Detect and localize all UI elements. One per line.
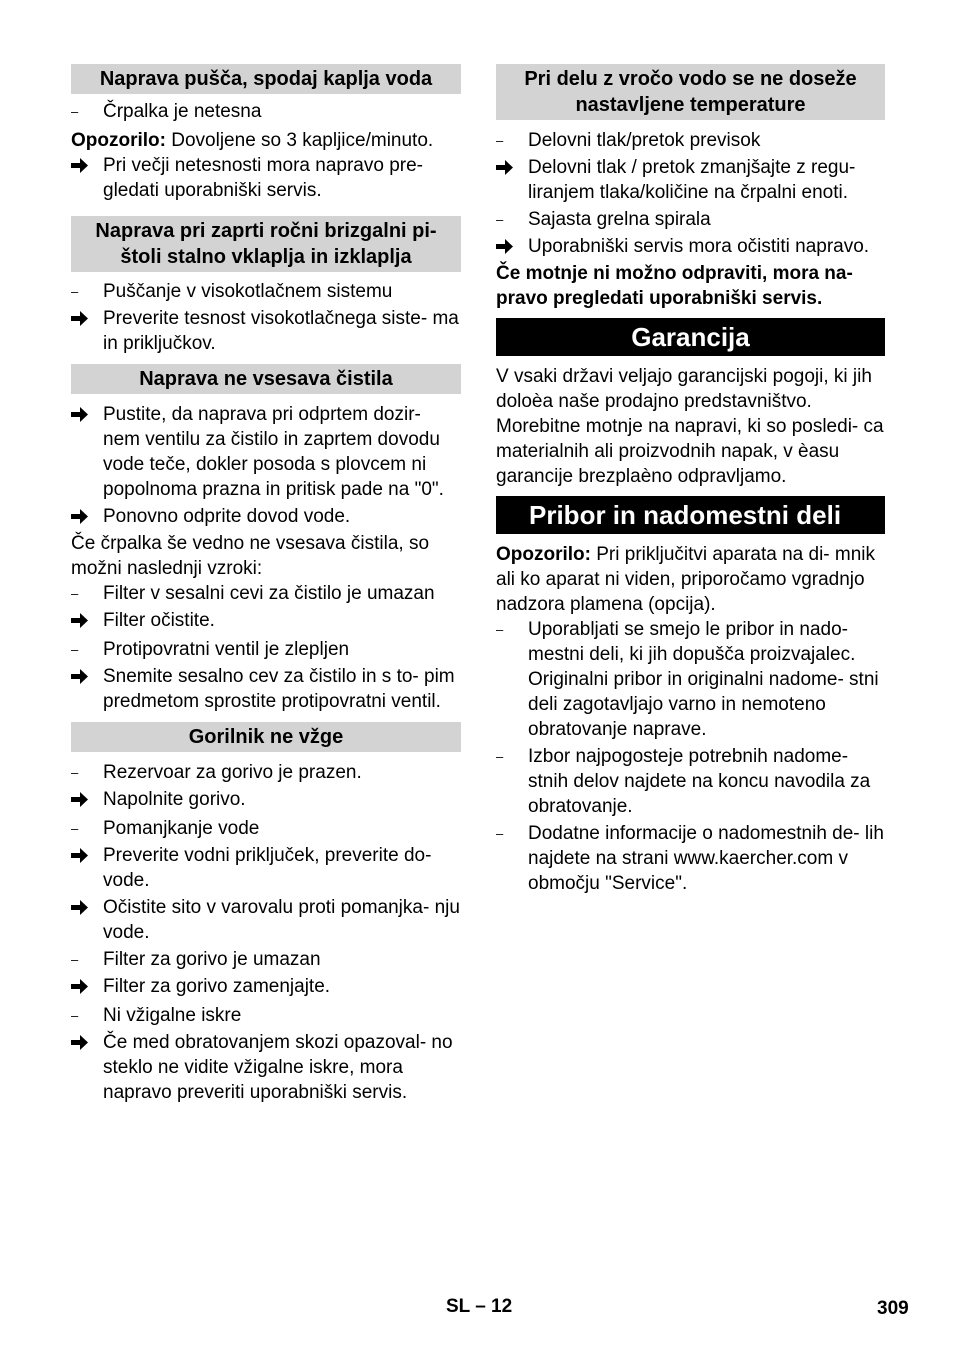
dash-icon: – bbox=[496, 622, 504, 637]
cause-item: – Protipovratni ventil je zlepljen bbox=[71, 639, 350, 660]
cause-item: – Filter za gorivo je umazan bbox=[71, 949, 321, 970]
section-heading-burner: Gorilnik ne vžge bbox=[71, 722, 461, 752]
list-item: – Dodatne informacije o nadomestnih de- lih najdete na strani www.kaercher.com v območju "Service". bbox=[496, 823, 884, 894]
left-column bbox=[71, 64, 461, 1105]
arrow-right-icon bbox=[71, 1030, 103, 1105]
remedy-item: Filter za gorivo zamenjajte. bbox=[71, 974, 461, 1001]
remedy-item: Pustite, da naprava pri odprtem dozir- nem ventilu za čistilo in zaprtem dovodu vode teče, dokler posoda s plovcem ni popolnoma prazna in pritisk pade na "0". bbox=[71, 402, 461, 502]
cause-item: – Ni vžigalne iskre bbox=[71, 1005, 242, 1026]
arrow-right-icon bbox=[71, 504, 103, 531]
arrow-right-icon bbox=[71, 974, 103, 1001]
dash-icon: – bbox=[71, 952, 79, 967]
arrow-right-icon bbox=[71, 306, 103, 356]
note-label: Opozorilo: bbox=[496, 544, 591, 565]
section-heading-detergent: Naprava ne vsesava čistila bbox=[71, 364, 461, 394]
footer-section-label: SL – 12 bbox=[446, 1296, 513, 1317]
note-text: Pri priključitvi aparata na di- mnik ali ko aparat ni viden, priporočamo vgradnjo nadzora plamena (opcija). bbox=[496, 544, 876, 615]
remedy-item: Ponovno odprite dovod vode. bbox=[71, 504, 461, 531]
warranty-paragraph: V vsaki državi veljajo garancijski pogoji, ki jih doloèa naše prodajno predstavništvo. Morebitne motnje na napravi, ki so posledi- ca materialnih ali proizvodnih napak, v èasu garancije brezplaèno odpravljamo. bbox=[496, 366, 884, 487]
cause-item: – Rezervoar za gorivo je prazen. bbox=[71, 762, 362, 783]
note-label: Opozorilo: bbox=[71, 130, 166, 151]
dash-icon: – bbox=[71, 586, 79, 601]
dash-icon: – bbox=[496, 826, 504, 841]
dash-icon: – bbox=[71, 765, 79, 780]
remedy-item: Uporabniški servis mora očistiti napravo. bbox=[496, 234, 885, 261]
dash-icon: – bbox=[71, 821, 79, 836]
right-column bbox=[496, 64, 885, 896]
dash-icon: – bbox=[496, 749, 504, 764]
arrow-right-icon bbox=[496, 155, 528, 205]
remedy-item: Preverite vodni priključek, preverite do- vode. bbox=[71, 843, 461, 893]
section-heading-leak: Naprava pušča, spodaj kaplja voda bbox=[71, 64, 461, 94]
page-number: 309 bbox=[877, 1298, 909, 1319]
cause-item: – Filter v sesalni cevi za čistilo je umazan bbox=[71, 583, 435, 604]
arrow-right-icon bbox=[71, 664, 103, 714]
list-item: – Uporabljati se smejo le pribor in nado- mestni deli, ki jih dopušča proizvajalec. Originalni pribor in originalni nadome- stni deli zagotavljajo varno in nemoteno obratovanje naprave. bbox=[496, 619, 879, 740]
remedy-item: Pri večji netesnosti mora napravo pre- gledati uporabniški servis. bbox=[71, 153, 461, 203]
cause-item: – Sajasta grelna spirala bbox=[496, 209, 711, 230]
section-heading-temperature: Pri delu z vročo vodo se ne doseže nastavljene temperature bbox=[496, 64, 885, 120]
remedy-item: Snemite sesalno cev za čistilo in s to- pim predmetom sprostite protipovratni ventil. bbox=[71, 664, 461, 714]
arrow-right-icon bbox=[71, 895, 103, 945]
arrow-right-icon bbox=[71, 608, 103, 635]
note-paragraph bbox=[496, 542, 885, 617]
chapter-heading-warranty: Garancija bbox=[496, 318, 885, 356]
chapter-heading-accessories: Pribor in nadomestni deli bbox=[496, 496, 885, 534]
note-text: Dovoljene so 3 kapljice/minuto. bbox=[165, 130, 434, 151]
remedy-item: Če med obratovanjem skozi opazoval- no steklo ne vidite vžigalne iskre, mora napravo preveriti uporabniški servis. bbox=[71, 1030, 461, 1105]
dash-icon: – bbox=[496, 212, 504, 227]
dash-icon: – bbox=[71, 284, 79, 299]
section-heading-cycling: Naprava pri zaprti ročni brizgalni pi- štoli stalno vklaplja in izklaplja bbox=[71, 216, 461, 272]
dash-icon: – bbox=[71, 642, 79, 657]
remedy-item: Delovni tlak / pretok zmanjšajte z regu- liranjem tlaka/količine na črpalni enoti. bbox=[496, 155, 885, 205]
arrow-right-icon bbox=[71, 153, 103, 203]
remedy-item: Preverite tesnost visokotlačnega siste- ma in priključkov. bbox=[71, 306, 461, 356]
remedy-item: Napolnite gorivo. bbox=[71, 787, 461, 814]
cause-item: – Puščanje v visokotlačnem sistemu bbox=[71, 281, 393, 302]
arrow-right-icon bbox=[71, 843, 103, 893]
dash-icon: – bbox=[496, 133, 504, 148]
cause-item: – Črpalka je netesna bbox=[71, 101, 262, 122]
remedy-item: Filter očistite. bbox=[71, 608, 461, 635]
remedy-item: Očistite sito v varovalu proti pomanjka- nju vode. bbox=[71, 895, 461, 945]
arrow-right-icon bbox=[71, 787, 103, 814]
arrow-right-icon bbox=[71, 402, 103, 502]
paragraph: Če črpalka še vedno ne vsesava čistila, so možni naslednji vzroki: bbox=[71, 533, 430, 579]
cause-item: – Pomanjkanje vode bbox=[71, 818, 260, 839]
dash-icon: – bbox=[71, 104, 79, 119]
note-paragraph bbox=[71, 128, 461, 153]
bold-note: Če motnje ni možno odpraviti, mora na- pravo pregledati uporabniški servis. bbox=[496, 263, 853, 309]
dash-icon: – bbox=[71, 1008, 79, 1023]
cause-item: – Delovni tlak/pretok previsok bbox=[496, 130, 761, 151]
list-item: – Izbor najpogosteje potrebnih nadome- stnih delov najdete na koncu navodila za obratovanje. bbox=[496, 746, 871, 817]
arrow-right-icon bbox=[496, 234, 528, 261]
